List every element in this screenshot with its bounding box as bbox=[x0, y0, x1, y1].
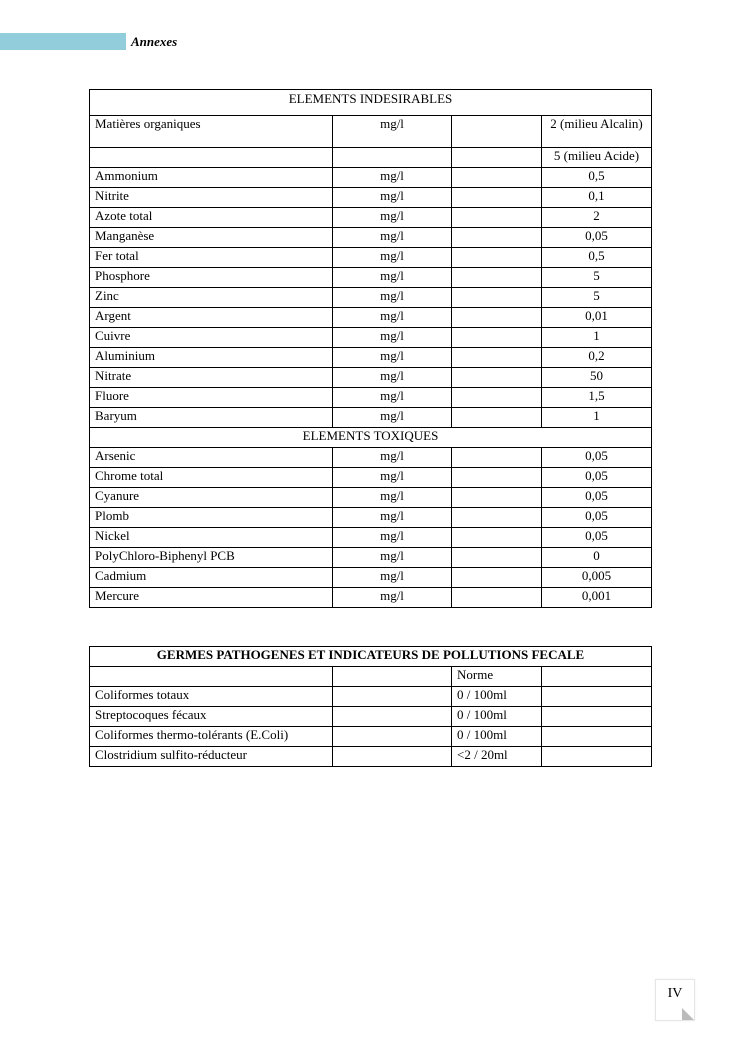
section-header-row bbox=[90, 90, 652, 116]
table-row bbox=[90, 747, 652, 767]
table-row bbox=[90, 248, 652, 268]
param-name: Arsenic bbox=[90, 448, 333, 468]
param-unit: mg/l bbox=[333, 528, 452, 548]
param-unit: mg/l bbox=[333, 228, 452, 248]
param-value: 0,01 bbox=[542, 308, 652, 328]
param-name: Chrome total bbox=[90, 468, 333, 488]
param-name: Phosphore bbox=[90, 268, 333, 288]
empty-cell bbox=[452, 388, 542, 408]
empty-cell bbox=[452, 568, 542, 588]
param-unit: mg/l bbox=[333, 468, 452, 488]
table-row bbox=[90, 727, 652, 747]
empty-cell bbox=[452, 168, 542, 188]
page-number-box bbox=[655, 979, 695, 1021]
param-unit: mg/l bbox=[333, 548, 452, 568]
param-value: 0,05 bbox=[542, 448, 652, 468]
table-row bbox=[90, 707, 652, 727]
param-value: 50 bbox=[542, 368, 652, 388]
table-row bbox=[90, 408, 652, 428]
section-title: ELEMENTS TOXIQUES bbox=[90, 428, 652, 448]
empty-cell bbox=[333, 747, 452, 767]
param-name: Aluminium bbox=[90, 348, 333, 368]
table-row bbox=[90, 588, 652, 608]
param-name: Mercure bbox=[90, 588, 333, 608]
param-value: 0,5 bbox=[542, 248, 652, 268]
param-unit: mg/l bbox=[333, 488, 452, 508]
param-unit: mg/l bbox=[333, 208, 452, 228]
param-unit: mg/l bbox=[333, 348, 452, 368]
empty-cell bbox=[452, 368, 542, 388]
empty-cell bbox=[452, 588, 542, 608]
table-row bbox=[90, 328, 652, 348]
param-name: Azote total bbox=[90, 208, 333, 228]
norme-header: Norme bbox=[452, 667, 542, 687]
table-row bbox=[90, 148, 652, 168]
table-row bbox=[90, 548, 652, 568]
param-value: 0,2 bbox=[542, 348, 652, 368]
param-unit: mg/l bbox=[333, 588, 452, 608]
empty-cell bbox=[542, 707, 652, 727]
empty-cell bbox=[333, 687, 452, 707]
param-unit: mg/l bbox=[333, 308, 452, 328]
param-unit: mg/l bbox=[333, 328, 452, 348]
param-unit: mg/l bbox=[333, 248, 452, 268]
param-value: 2 bbox=[542, 208, 652, 228]
param-value: 0 bbox=[542, 548, 652, 568]
table-row bbox=[90, 368, 652, 388]
table-row bbox=[90, 448, 652, 468]
empty-cell bbox=[333, 727, 452, 747]
page-curl-icon bbox=[682, 1008, 694, 1020]
param-name: Manganèse bbox=[90, 228, 333, 248]
empty-cell bbox=[452, 508, 542, 528]
empty-cell bbox=[452, 208, 542, 228]
table-row bbox=[90, 268, 652, 288]
param-value: 0,05 bbox=[542, 488, 652, 508]
germ-norme: <2 / 20ml bbox=[452, 747, 542, 767]
param-unit: mg/l bbox=[333, 188, 452, 208]
param-value: 0,005 bbox=[542, 568, 652, 588]
elements-table bbox=[89, 89, 652, 608]
germ-name: Coliformes totaux bbox=[90, 687, 333, 707]
empty-cell bbox=[452, 528, 542, 548]
table-row bbox=[90, 508, 652, 528]
param-name: Fluore bbox=[90, 388, 333, 408]
empty-cell bbox=[333, 667, 452, 687]
table-row bbox=[90, 468, 652, 488]
param-value: 5 bbox=[542, 268, 652, 288]
param-name: Ammonium bbox=[90, 168, 333, 188]
empty-cell bbox=[90, 667, 333, 687]
table-row bbox=[90, 348, 652, 368]
param-value: 0,05 bbox=[542, 468, 652, 488]
table-row bbox=[90, 528, 652, 548]
page-number: IV bbox=[667, 986, 683, 1001]
germ-name: Coliformes thermo-tolérants (E.Coli) bbox=[90, 727, 333, 747]
param-name: Baryum bbox=[90, 408, 333, 428]
empty-cell bbox=[452, 328, 542, 348]
param-value: 5 bbox=[542, 288, 652, 308]
param-name: Nitrite bbox=[90, 188, 333, 208]
param-value: 0,05 bbox=[542, 228, 652, 248]
empty-cell bbox=[452, 288, 542, 308]
param-unit: mg/l bbox=[333, 116, 452, 148]
empty-cell bbox=[452, 348, 542, 368]
germ-norme: 0 / 100ml bbox=[452, 687, 542, 707]
param-unit: mg/l bbox=[333, 508, 452, 528]
empty-cell bbox=[333, 148, 452, 168]
param-value: 0,05 bbox=[542, 528, 652, 548]
param-name: PolyChloro-Biphenyl PCB bbox=[90, 548, 333, 568]
empty-cell bbox=[452, 308, 542, 328]
param-value: 0,001 bbox=[542, 588, 652, 608]
param-name: Nitrate bbox=[90, 368, 333, 388]
param-value: 0,1 bbox=[542, 188, 652, 208]
param-name: Cadmium bbox=[90, 568, 333, 588]
param-name: Plomb bbox=[90, 508, 333, 528]
param-unit: mg/l bbox=[333, 368, 452, 388]
table-row bbox=[90, 687, 652, 707]
table-row bbox=[90, 667, 652, 687]
param-value: 1,5 bbox=[542, 388, 652, 408]
table-row bbox=[90, 188, 652, 208]
empty-cell bbox=[542, 687, 652, 707]
param-name: Fer total bbox=[90, 248, 333, 268]
germ-norme: 0 / 100ml bbox=[452, 727, 542, 747]
germ-norme: 0 / 100ml bbox=[452, 707, 542, 727]
table-row bbox=[90, 168, 652, 188]
param-value: 5 (milieu Acide) bbox=[542, 148, 652, 168]
empty-cell bbox=[542, 667, 652, 687]
empty-cell bbox=[90, 148, 333, 168]
empty-cell bbox=[452, 468, 542, 488]
param-value: 2 (milieu Alcalin) bbox=[542, 116, 652, 148]
empty-cell bbox=[452, 188, 542, 208]
germs-table bbox=[89, 646, 652, 767]
germs-table-title: GERMES PATHOGENES ET INDICATEURS DE POLLUTIONS FECALE bbox=[90, 647, 652, 667]
param-unit: mg/l bbox=[333, 388, 452, 408]
empty-cell bbox=[452, 148, 542, 168]
table-row bbox=[90, 388, 652, 408]
table-row bbox=[90, 568, 652, 588]
empty-cell bbox=[542, 727, 652, 747]
empty-cell bbox=[452, 548, 542, 568]
param-value: 0,05 bbox=[542, 508, 652, 528]
empty-cell bbox=[452, 268, 542, 288]
section-title: ELEMENTS INDESIRABLES bbox=[90, 90, 652, 116]
param-value: 1 bbox=[542, 328, 652, 348]
empty-cell bbox=[542, 747, 652, 767]
param-name: Matières organiques bbox=[90, 116, 333, 148]
param-name: Zinc bbox=[90, 288, 333, 308]
empty-cell bbox=[452, 228, 542, 248]
param-unit: mg/l bbox=[333, 568, 452, 588]
empty-cell bbox=[452, 248, 542, 268]
param-unit: mg/l bbox=[333, 168, 452, 188]
table-row bbox=[90, 208, 652, 228]
empty-cell bbox=[452, 408, 542, 428]
table-row bbox=[90, 308, 652, 328]
table-row bbox=[90, 228, 652, 248]
param-value: 1 bbox=[542, 408, 652, 428]
header-bar bbox=[0, 33, 126, 50]
empty-cell bbox=[452, 488, 542, 508]
table-row bbox=[90, 288, 652, 308]
empty-cell bbox=[452, 116, 542, 148]
germ-name: Clostridium sulfito-réducteur bbox=[90, 747, 333, 767]
table-row bbox=[90, 488, 652, 508]
param-name: Nickel bbox=[90, 528, 333, 548]
param-unit: mg/l bbox=[333, 448, 452, 468]
param-value: 0,5 bbox=[542, 168, 652, 188]
section-header-row bbox=[90, 428, 652, 448]
header-title: Annexes bbox=[131, 34, 178, 49]
germ-name: Streptocoques fécaux bbox=[90, 707, 333, 727]
param-name: Cuivre bbox=[90, 328, 333, 348]
table-row bbox=[90, 116, 652, 148]
param-name: Argent bbox=[90, 308, 333, 328]
empty-cell bbox=[333, 707, 452, 727]
param-unit: mg/l bbox=[333, 408, 452, 428]
param-name: Cyanure bbox=[90, 488, 333, 508]
empty-cell bbox=[452, 448, 542, 468]
param-unit: mg/l bbox=[333, 268, 452, 288]
param-unit: mg/l bbox=[333, 288, 452, 308]
